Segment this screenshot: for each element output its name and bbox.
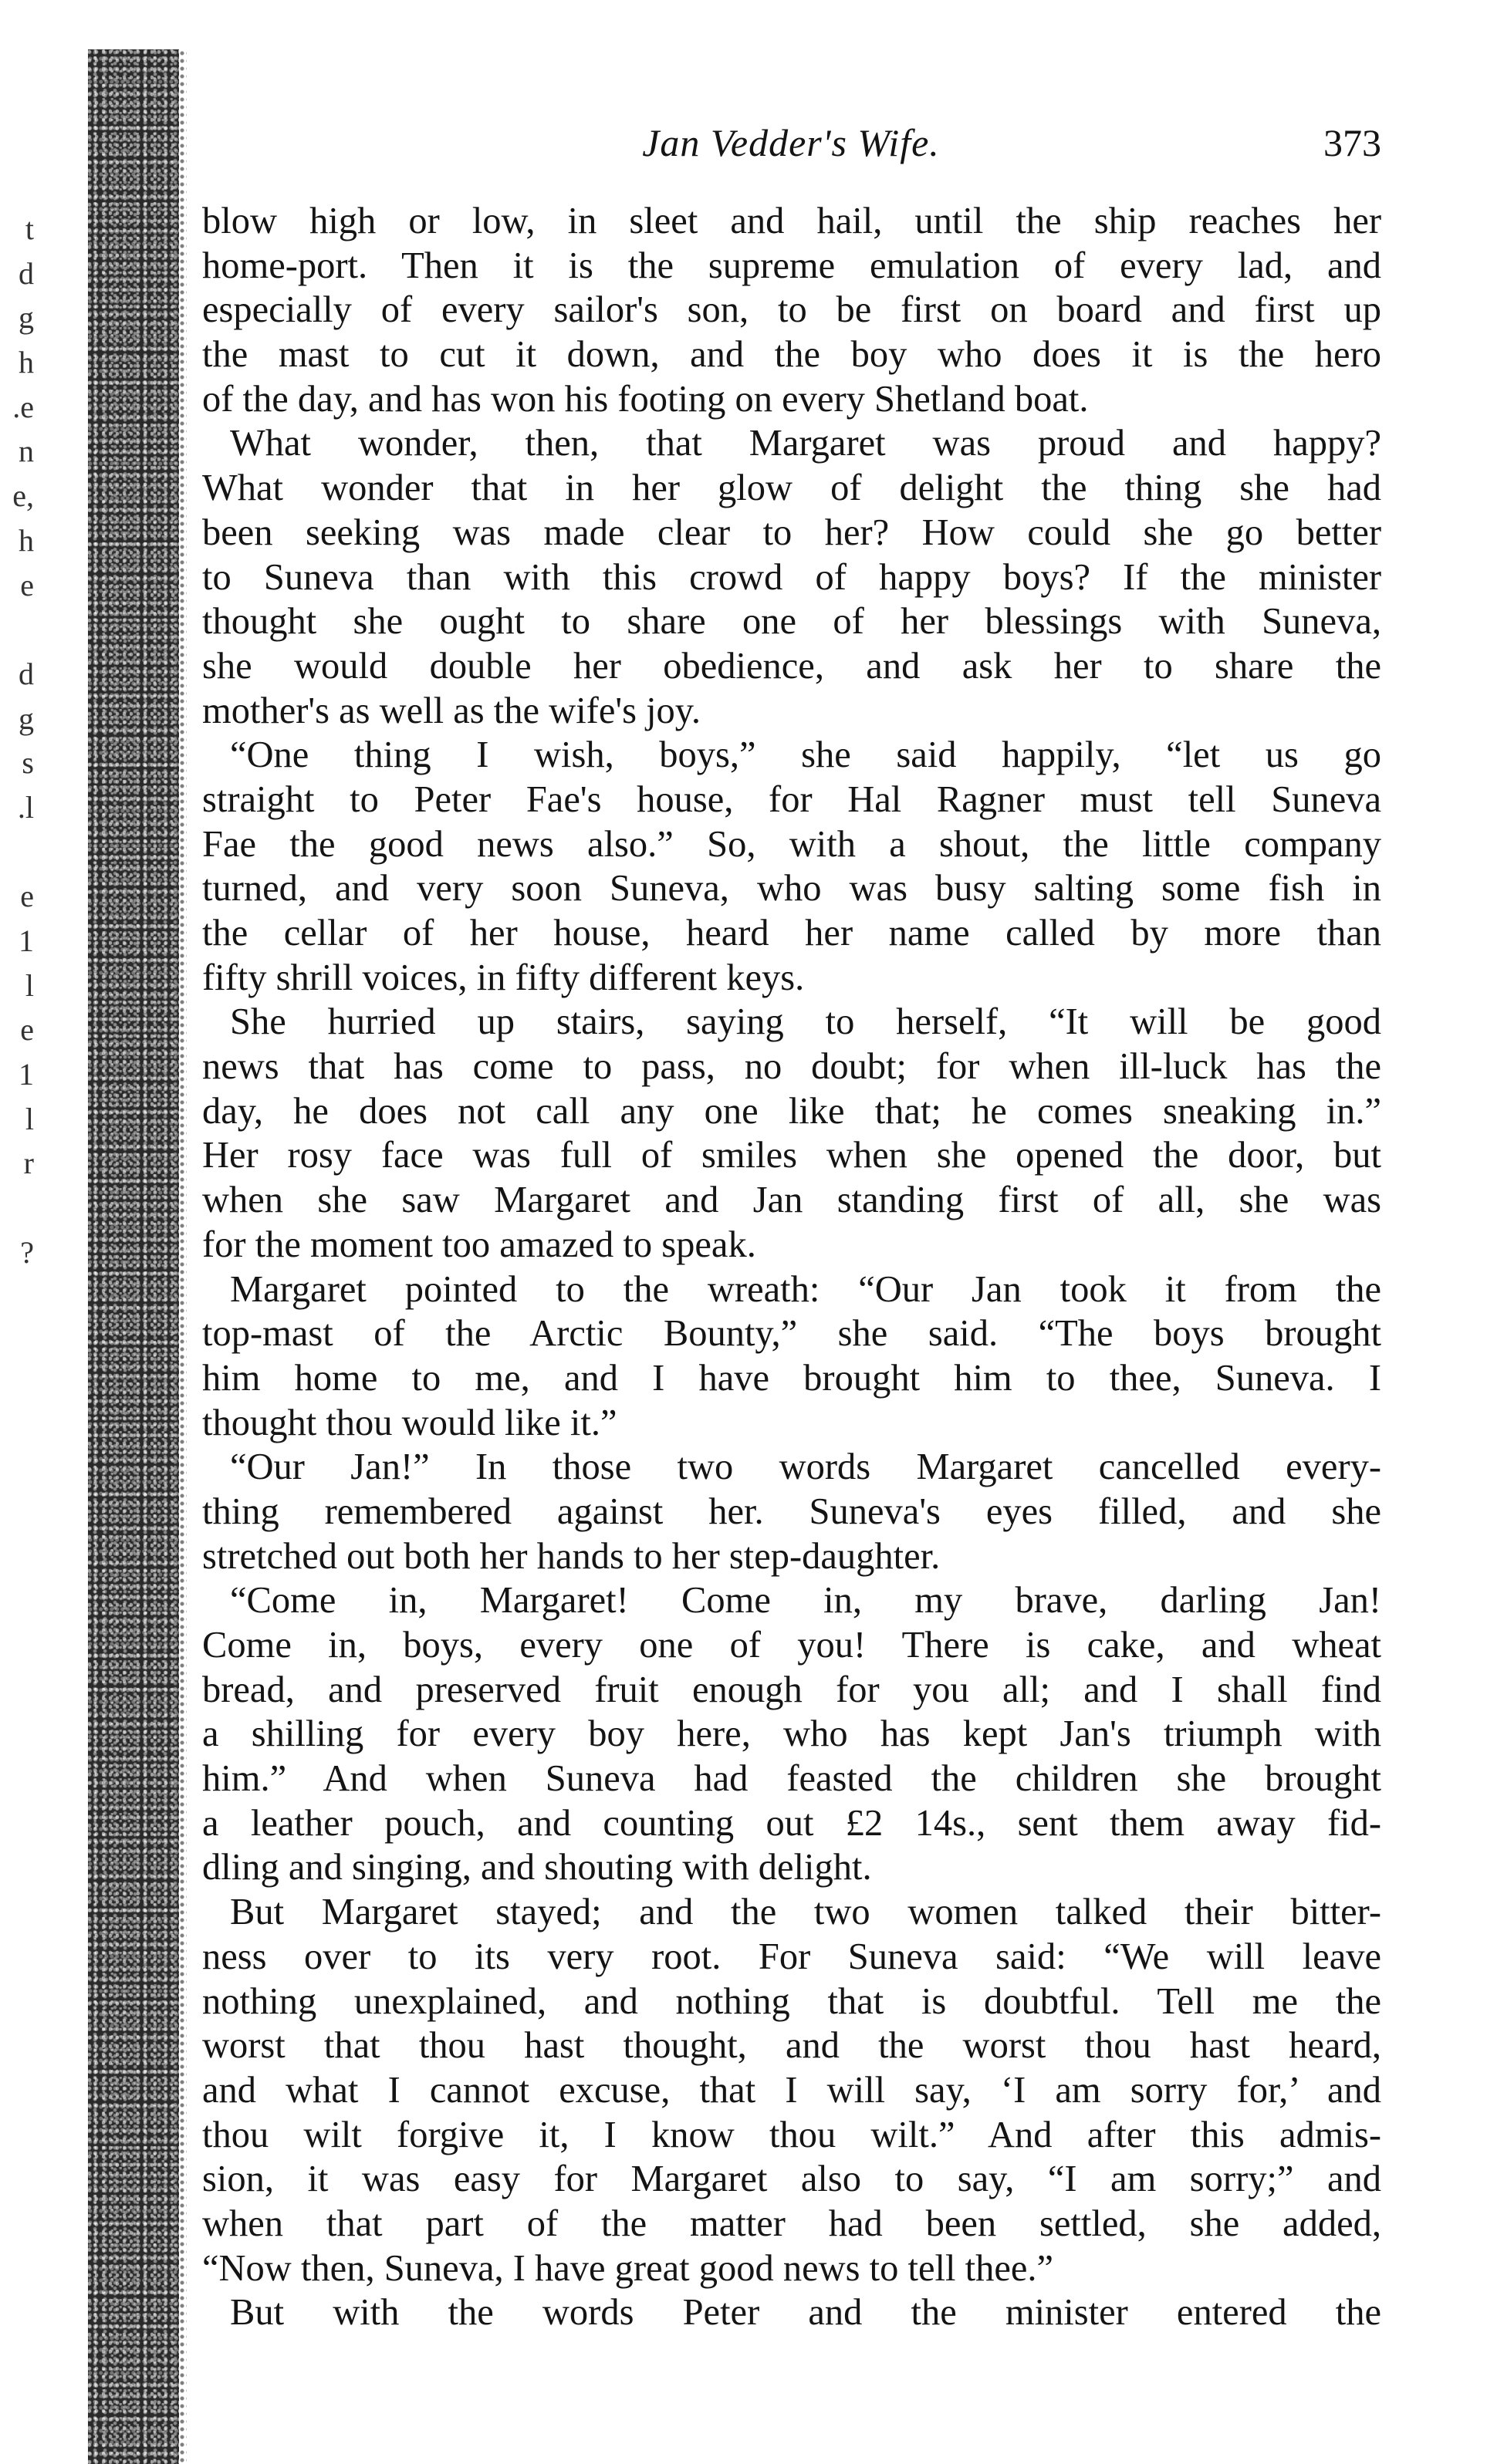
- margin-fragment: d: [19, 656, 34, 691]
- text-line: blow high or low, in sleet and hail, until the ship reaches her: [202, 201, 1381, 241]
- text-line: sion, it was easy for Margaret also to say, “I am sorry;” and: [202, 2159, 1381, 2200]
- margin-fragment: [0, 1676, 34, 1720]
- margin-fragment: t: [25, 211, 34, 246]
- margin-fragment: [0, 1364, 34, 1409]
- text-line: when that part of the matter had been settled, she added,: [202, 2202, 1381, 2244]
- margin-fragment: g: [19, 300, 34, 336]
- margin-fragment: [0, 1898, 34, 1943]
- text-line: of the day, and has won his footing on every Shetland boat.: [202, 378, 1089, 420]
- text-line: But Margaret stayed; and the two women talked their bitter-: [230, 1892, 1381, 1933]
- margin-fragment: [0, 1764, 34, 1809]
- text-line: thing remembered against her. Suneva's eyes filled, and she: [202, 1490, 1381, 1532]
- text-line: been seeking was made clear to her? How could she go better: [202, 511, 1381, 553]
- text-line: the cellar of her house, heard her name called by more than: [202, 913, 1381, 954]
- margin-fragment: [0, 1542, 34, 1587]
- text-line: top-mast of the Arctic Bounty,” she said. “The boys brought: [202, 1313, 1381, 1355]
- text-line: worst that thou hast thought, and the worst thou hast heard,: [202, 2025, 1381, 2067]
- text-line: thought she ought to share one of her blessings with Suneva,: [202, 601, 1381, 643]
- book-gutter-edge: [179, 49, 187, 2464]
- text-line: Fae the good news also.” So, with a shout, the little company: [202, 823, 1381, 865]
- text-line: turned, and very soon Suneva, who was busy salting some fish in: [202, 868, 1381, 910]
- text-line: especially of every sailor's son, to be first on board and first up: [202, 289, 1381, 331]
- text-line: “Now then, Suneva, I have great good news to tell thee.”: [202, 2247, 1054, 2289]
- text-line: “Come in, Margaret! Come in, my brave, darling Jan!: [230, 1580, 1381, 1622]
- text-line: nothing unexplained, and nothing that is doubtful. Tell me the: [202, 1980, 1381, 2022]
- text-line: the mast to cut it down, and the boy who does it is the hero: [202, 334, 1381, 376]
- text-line: stretched out both her hands to her step-daughter.: [202, 1535, 941, 1577]
- text-line: a shilling for every boy here, who has kept Jan's triumph with: [202, 1713, 1381, 1755]
- body-text: [202, 199, 1381, 2335]
- text-line: day, he does not call any one like that; he comes sneaking in.”: [202, 1090, 1381, 1132]
- margin-fragment: e: [20, 879, 34, 914]
- margin-fragment: [0, 830, 34, 875]
- margin-fragment: .l: [17, 789, 34, 825]
- margin-fragment: [0, 1409, 34, 1453]
- text-line: when she saw Margaret and Jan standing first of all, she was: [202, 1180, 1381, 1221]
- margin-fragment: e,: [12, 478, 34, 514]
- text-line: thou wilt forgive it, I know thou wilt.” And after this admis-: [202, 2114, 1381, 2155]
- margin-fragment: [0, 1809, 34, 1854]
- margin-fragment: d: [19, 255, 34, 291]
- margin-fragment: [0, 1453, 34, 1497]
- margin-fragment: ?: [20, 1234, 34, 1270]
- text-line: mother's as well as the wife's joy.: [202, 690, 701, 731]
- margin-fragment: [0, 1497, 34, 1542]
- text-line: What wonder, then, that Margaret was proud and happy?: [230, 423, 1381, 464]
- margin-fragment: [0, 607, 34, 652]
- margin-fragment: 1: [19, 1057, 34, 1092]
- text-line: him.” And when Suneva had feasted the children she brought: [202, 1758, 1381, 1800]
- margin-fragment: [0, 1319, 34, 1364]
- text-line: ness over to its very root. For Suneva said: “We will leave: [202, 1936, 1381, 1977]
- facing-page-margin-fragments: [0, 207, 34, 1987]
- text-line: Come in, boys, every one of you! There is cake, and wheat: [202, 1625, 1381, 1666]
- text-line: she would double her obedience, and ask her to share the: [202, 645, 1381, 687]
- margin-fragment: h: [19, 522, 34, 558]
- margin-fragment: e: [20, 1012, 34, 1048]
- text-line: But with the words Peter and the minister entered the: [230, 2292, 1381, 2334]
- text-line: and what I cannot excuse, that I will say, ‘I am sorry for,’ and: [202, 2069, 1381, 2111]
- margin-fragment: l: [25, 967, 34, 1003]
- margin-fragment: [0, 1943, 34, 1987]
- text-line: news that has come to pass, no doubt; for when ill-luck has the: [202, 1046, 1381, 1088]
- text-line: Margaret pointed to the wreath: “Our Jan took it from the: [230, 1268, 1381, 1310]
- text-line: home-port. Then it is the supreme emulation of every lad, and: [202, 245, 1381, 286]
- margin-fragment: [0, 1720, 34, 1764]
- page-number: 373: [1323, 121, 1381, 164]
- margin-fragment: h: [19, 345, 34, 380]
- text-line: a leather pouch, and counting out £2 14s., sent them away fid-: [202, 1802, 1381, 1844]
- text-line: “One thing I wish, boys,” she said happily, “let us go: [230, 734, 1381, 776]
- text-line: “Our Jan!” In those two words Margaret cancelled every-: [230, 1446, 1381, 1488]
- margin-fragment: l: [25, 1101, 34, 1136]
- margin-fragment: 1: [19, 923, 34, 958]
- margin-fragment: [0, 1853, 34, 1898]
- margin-fragment: n: [19, 434, 34, 469]
- margin-fragment: e: [20, 567, 34, 602]
- text-line: bread, and preserved fruit enough for you all; and I shall find: [202, 1669, 1381, 1710]
- margin-fragment: s: [22, 745, 34, 781]
- text-line: Her rosy face was full of smiles when she opened the door, but: [202, 1135, 1381, 1176]
- text-line: straight to Peter Fae's house, for Hal Ragner must tell Suneva: [202, 778, 1381, 820]
- margin-fragment: [0, 1631, 34, 1676]
- text-line: to Suneva than with this crowd of happy boys? If the minister: [202, 556, 1381, 598]
- margin-fragment: .e: [12, 389, 34, 424]
- margin-fragment: [0, 1275, 34, 1320]
- book-gutter-shadow: [88, 49, 179, 2464]
- text-line: thought thou would like it.”: [202, 1402, 617, 1443]
- text-line: fifty shrill voices, in fifty different keys.: [202, 957, 805, 998]
- text-line: What wonder that in her glow of delight the thing she had: [202, 467, 1381, 509]
- page-header: [201, 116, 1381, 177]
- text-line: She hurried up stairs, saying to herself, “It will be good: [230, 1001, 1381, 1043]
- running-title: Jan Vedder's Wife.: [642, 121, 940, 164]
- text-line: for the moment too amazed to speak.: [202, 1224, 756, 1265]
- margin-fragment: [0, 1186, 34, 1230]
- text-line: dling and singing, and shouting with delight.: [202, 1847, 872, 1889]
- margin-fragment: [0, 1586, 34, 1631]
- text-line: him home to me, and I have brought him to thee, Suneva. I: [202, 1357, 1381, 1399]
- margin-fragment: r: [23, 1146, 34, 1181]
- margin-fragment: g: [19, 700, 34, 736]
